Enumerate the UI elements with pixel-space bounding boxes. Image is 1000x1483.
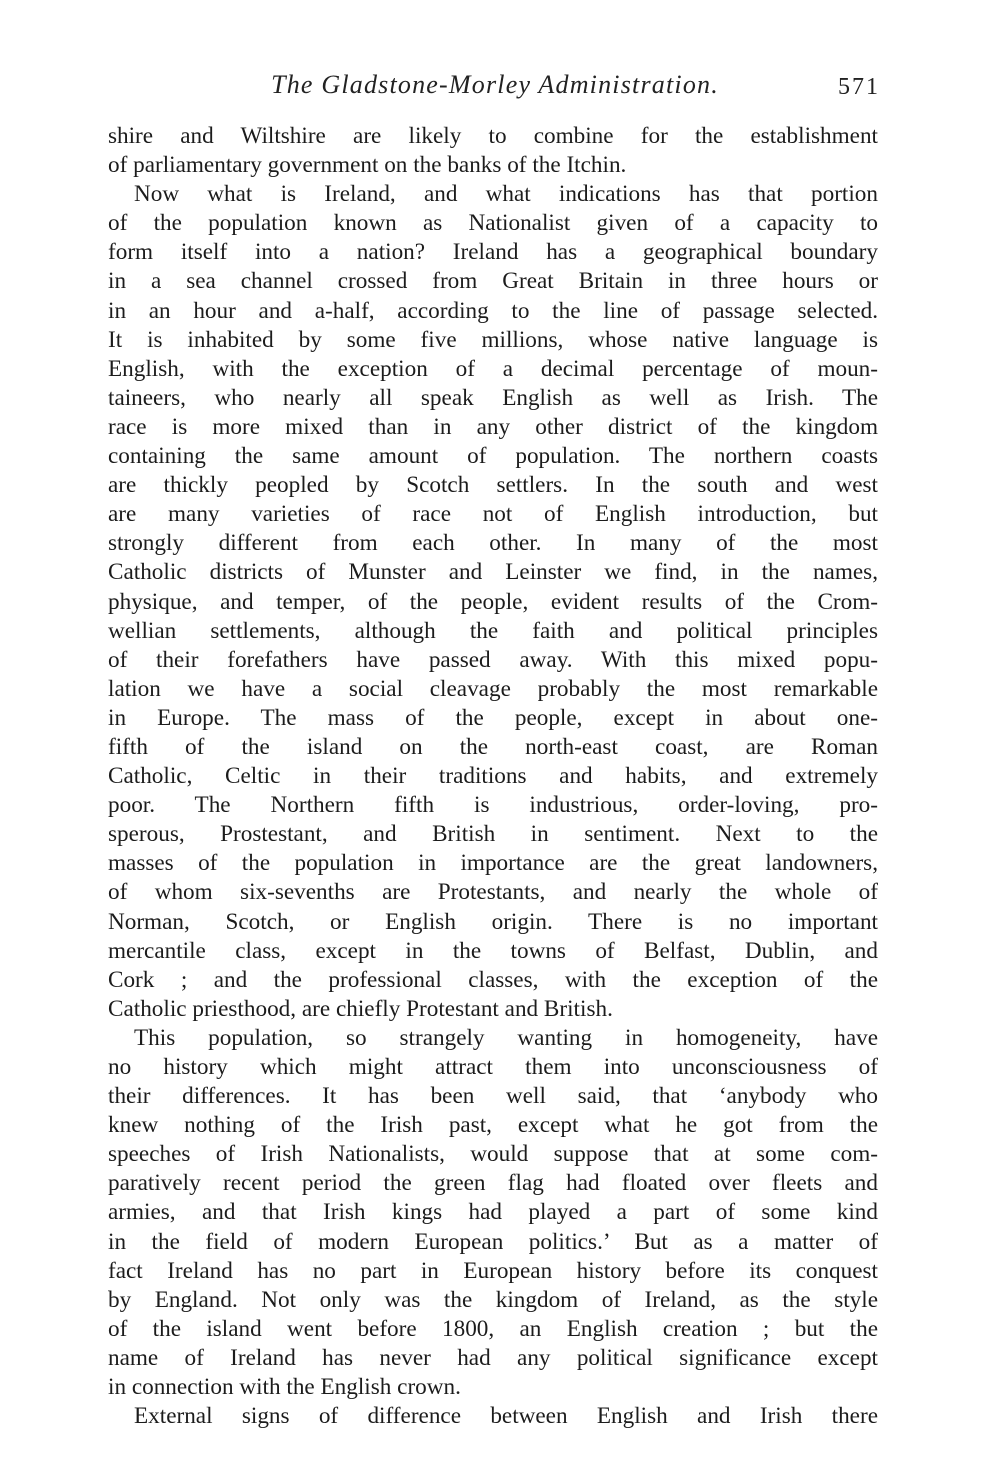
text-line: of the island went before 1800, an English creation ; but the xyxy=(108,1315,878,1342)
text-line: poor. The Northern fifth is industrious, order-loving, pro- xyxy=(108,792,878,819)
text-line: fifth of the island on the north-east coast, are Roman xyxy=(108,733,878,760)
text-line: Catholic, Celtic in their traditions and habits, and extremely xyxy=(108,763,878,790)
running-title: The Gladstone-Morley Administration. xyxy=(271,70,719,99)
body-text xyxy=(108,122,878,1431)
paragraph-first-line: Now what is Ireland, and what indications has that portion xyxy=(134,181,878,208)
text-line: sperous, Prostestant, and British in sentiment. Next to the xyxy=(108,821,878,848)
text-line: armies, and that Irish kings had played a part of some kind xyxy=(108,1199,878,1226)
text-line: English, with the exception of a decimal percentage of moun- xyxy=(108,355,878,382)
text-line: paratively recent period the green flag had floated over fleets and xyxy=(108,1170,878,1197)
text-line: lation we have a social cleavage probably the most remarkable xyxy=(108,675,878,702)
text-line: in Europe. The mass of the people, except in about one- xyxy=(108,704,878,731)
text-line: Norman, Scotch, or English origin. There is no important xyxy=(108,908,878,935)
text-line: Catholic priesthood, are chiefly Protestant and British. xyxy=(108,995,613,1022)
text-line: of parliamentary government on the banks of the Itchin. xyxy=(108,152,627,179)
text-line: in connection with the English crown. xyxy=(108,1374,461,1401)
text-line: strongly different from each other. In many of the most xyxy=(108,530,878,557)
text-line: their differences. It has been well said, that ‘anybody who xyxy=(108,1083,878,1110)
text-line: physique, and temper, of the people, evident results of the Crom- xyxy=(108,588,878,615)
text-line: of their forefathers have passed away. With this mixed popu- xyxy=(108,646,878,673)
text-line: containing the same amount of population. The northern coasts xyxy=(108,443,878,470)
text-line: form itself into a nation? Ireland has a geographical boundary xyxy=(108,239,878,266)
text-line: of the population known as Nationalist given of a capacity to xyxy=(108,210,878,237)
text-line: Cork ; and the professional classes, with the exception of the xyxy=(108,966,878,993)
text-line: in a sea channel crossed from Great Britain in three hours or xyxy=(108,268,878,295)
text-line: are thickly peopled by Scotch settlers. In the south and west xyxy=(108,472,878,499)
text-line: name of Ireland has never had any political significance except xyxy=(108,1344,878,1371)
text-line: taineers, who nearly all speak English as well as Irish. The xyxy=(108,384,878,411)
text-line: race is more mixed than in any other district of the kingdom xyxy=(108,413,878,440)
text-line: masses of the population in importance are the great landowners, xyxy=(108,850,878,877)
text-line: are many varieties of race not of English introduction, but xyxy=(108,501,878,528)
text-line: knew nothing of the Irish past, except what he got from the xyxy=(108,1112,878,1139)
text-line: in the field of modern European politics.’ But as a matter of xyxy=(108,1228,878,1255)
text-line: in an hour and a-half, according to the line of passage selected. xyxy=(108,297,878,324)
text-line: fact Ireland has no part in European history before its conquest xyxy=(108,1257,878,1284)
page-number: 571 xyxy=(838,74,880,100)
text-line: wellian settlements, although the faith and political principles xyxy=(108,617,878,644)
text-line: mercantile class, except in the towns of Belfast, Dublin, and xyxy=(108,937,878,964)
text-line: It is inhabited by some five millions, whose native language is xyxy=(108,326,878,353)
text-line: shire and Wiltshire are likely to combine for the establishment xyxy=(108,123,878,149)
text-line: speeches of Irish Nationalists, would suppose that at some com- xyxy=(108,1141,878,1168)
text-line: no history which might attract them into unconsciousness of xyxy=(108,1054,878,1080)
running-head xyxy=(110,70,880,110)
text-line: Catholic districts of Munster and Leinster we find, in the names, xyxy=(108,559,878,586)
text-line: by England. Not only was the kingdom of Ireland, as the style xyxy=(108,1286,878,1313)
paragraph-first-line: This population, so strangely wanting in homogeneity, have xyxy=(134,1024,878,1051)
paragraph-first-line: External signs of difference between English and Irish there xyxy=(134,1403,878,1430)
text-line: of whom six-sevenths are Protestants, and nearly the whole of xyxy=(108,879,878,906)
